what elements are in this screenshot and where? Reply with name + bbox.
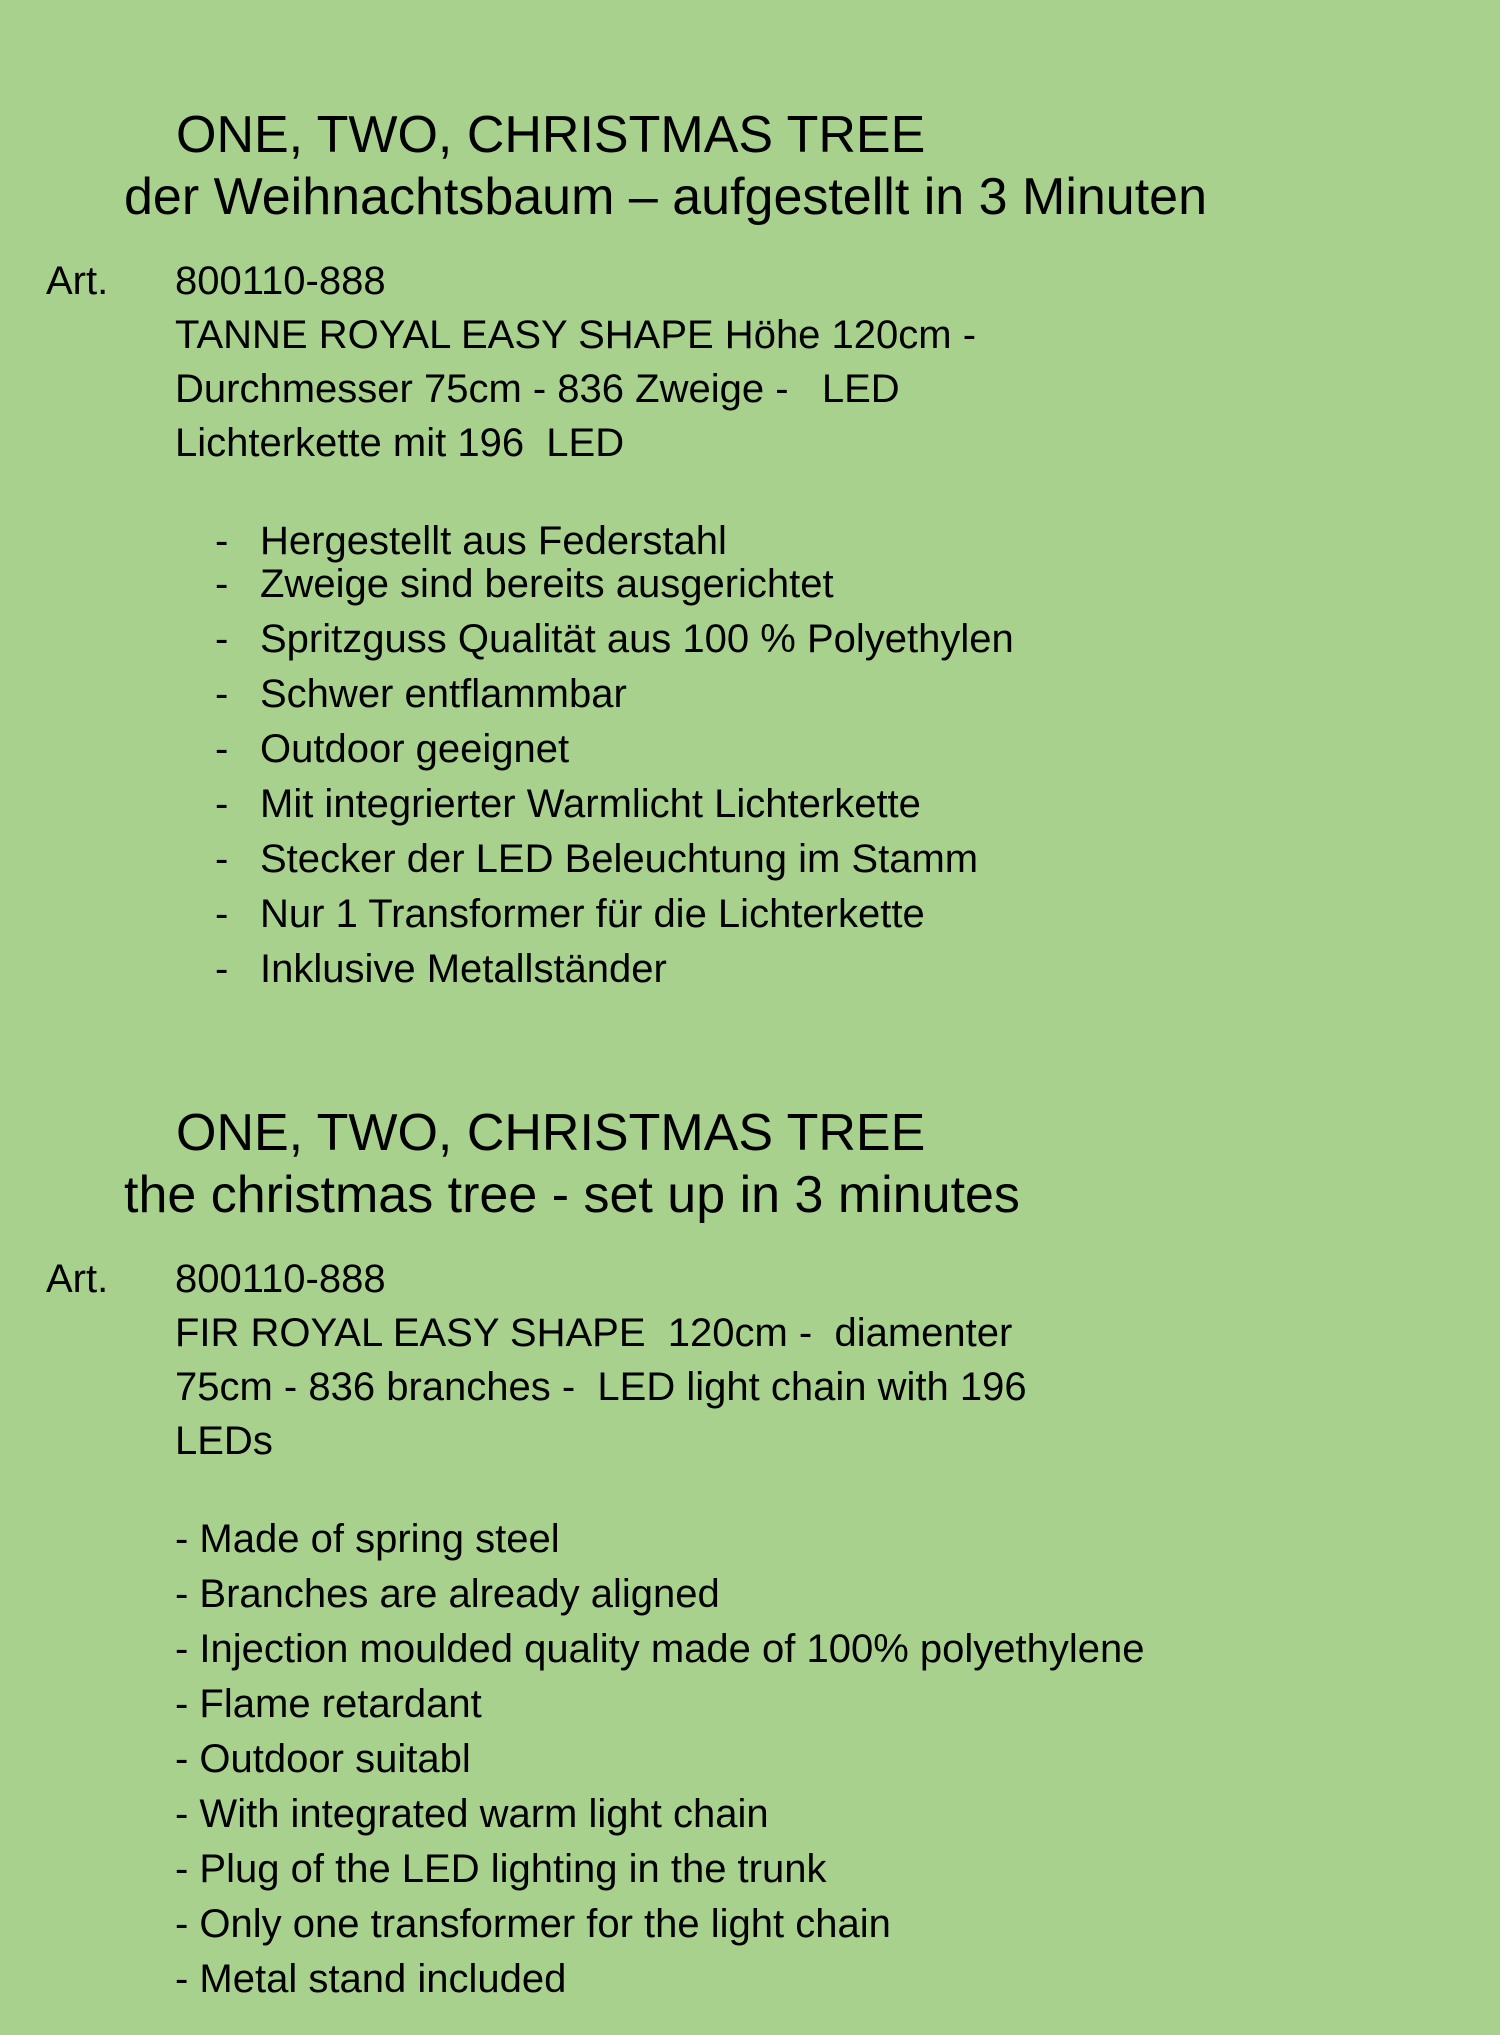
german-feature-item (0, 557, 1500, 612)
german-subtitle: der Weihnachtsbaum – aufgestellt in 3 Minuten (124, 168, 1208, 226)
german-feature-list (0, 514, 1500, 997)
bullet-dash: - (215, 782, 229, 826)
german-feature-item (0, 667, 1500, 722)
german-article-body (175, 254, 1135, 470)
german-feature-item (0, 612, 1500, 667)
bullet-dash: - (215, 562, 229, 606)
bullet-dash: - (215, 672, 229, 716)
german-feature-text: Spritzguss Qualität aus 100 % Polyethylen (260, 617, 1014, 661)
english-feature-item: - Metal stand included (175, 1957, 567, 2001)
english-feature-item: - Outdoor suitabl (175, 1737, 471, 1781)
german-feature-text: Stecker der LED Beleuchtung im Stamm (260, 837, 979, 881)
english-feature-item: - Plug of the LED lighting in the trunk (175, 1847, 827, 1891)
bullet-dash: - (215, 617, 229, 661)
german-feature-item (0, 942, 1500, 997)
bullet-dash: - (215, 519, 229, 563)
german-description-line: Lichterkette mit 196 LED (175, 421, 625, 465)
english-article-block (0, 1252, 1500, 1468)
english-description-line: LEDs (175, 1419, 273, 1463)
german-article-block (0, 254, 1500, 470)
german-feature-item (0, 722, 1500, 777)
bullet-dash: - (215, 947, 229, 991)
german-feature-text: Inklusive Metallständer (260, 947, 667, 991)
bullet-dash: - (215, 892, 229, 936)
german-feature-text: Schwer entflammbar (260, 672, 627, 716)
german-title: ONE, TWO, CHRISTMAS TREE (176, 106, 926, 164)
english-art-number: 800110-888 (175, 1257, 386, 1301)
english-description-line: 75cm - 836 branches - LED light chain with 196 (175, 1365, 1027, 1409)
german-description-line: Durchmesser 75cm - 836 Zweige - LED (175, 367, 900, 411)
english-feature-item: - Branches are already aligned (175, 1572, 720, 1616)
english-description-line: FIR ROYAL EASY SHAPE 120cm - diamenter (175, 1311, 1013, 1355)
english-article-body (175, 1252, 1135, 1468)
english-feature-list (0, 1512, 1500, 2007)
english-section (0, 1102, 1500, 2007)
english-feature-item: - Only one transformer for the light chain (175, 1902, 891, 1946)
english-feature-item: - Flame retardant (175, 1682, 482, 1726)
german-description-line: TANNE ROYAL EASY SHAPE Höhe 120cm - (175, 313, 977, 357)
english-feature-item: - Injection moulded quality made of 100% polyethylene (175, 1627, 1145, 1671)
english-title: ONE, TWO, CHRISTMAS TREE (176, 1104, 926, 1162)
german-art-number: 800110-888 (175, 259, 386, 303)
german-feature-item (0, 887, 1500, 942)
german-feature-text: Hergestellt aus Federstahl (260, 519, 727, 563)
german-feature-text: Mit integrierter Warmlicht Lichterkette (260, 782, 921, 826)
german-feature-text: Zweige sind bereits ausgerichtet (260, 562, 834, 606)
german-section (0, 104, 1500, 997)
bullet-dash: - (215, 727, 229, 771)
english-art-label: Art. (46, 1257, 109, 1301)
english-feature-item: - Made of spring steel (175, 1517, 560, 1561)
bullet-dash: - (215, 837, 229, 881)
english-subtitle: the christmas tree - set up in 3 minutes (124, 1166, 1020, 1224)
german-feature-text: Outdoor geeignet (260, 727, 570, 771)
german-feature-text: Nur 1 Transformer für die Lichterkette (260, 892, 925, 936)
german-feature-item (0, 832, 1500, 887)
german-feature-item (0, 777, 1500, 832)
german-art-label: Art. (46, 259, 109, 303)
english-feature-item: - With integrated warm light chain (175, 1792, 769, 1836)
